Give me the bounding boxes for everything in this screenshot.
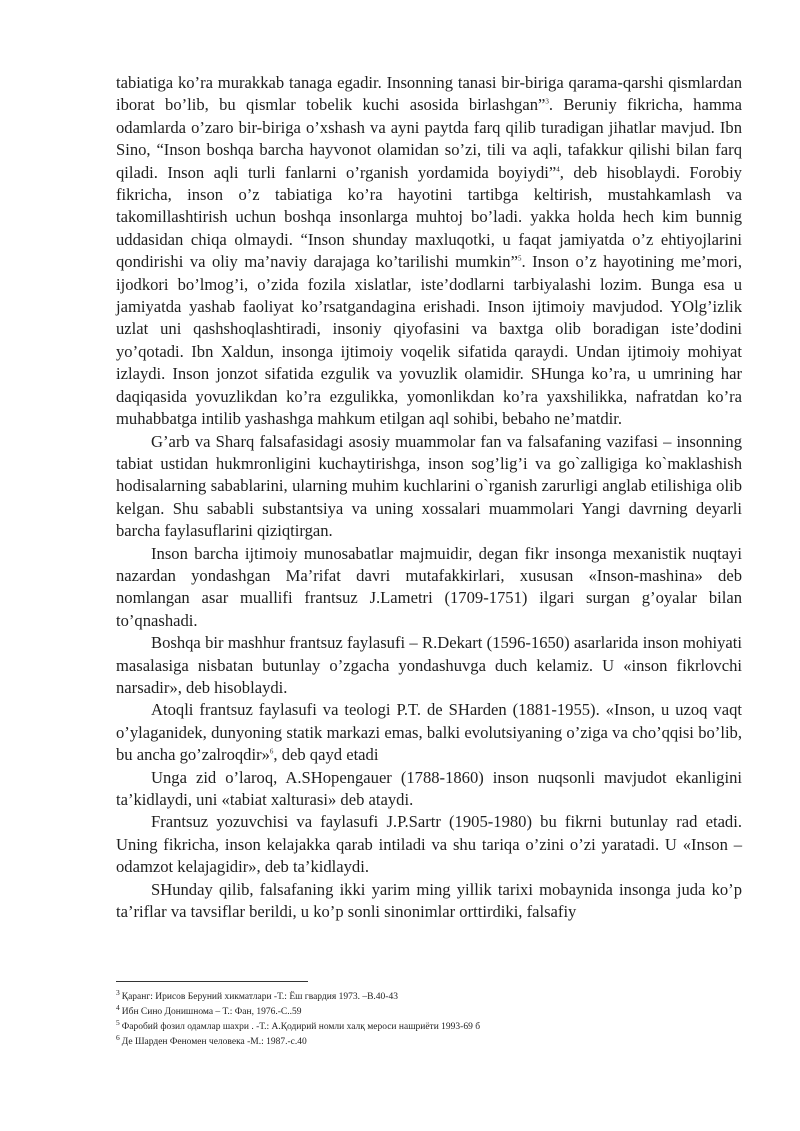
footnote-text: Қаранг: Ирисов Беруний хикматлари -Т.: Ёш гвардия 1973. –В.40-43 <box>121 992 398 1002</box>
paragraph-text: . Inson o’z hayotining me’mori, ijodkori bo’lmog’i, o’zida fozila xislatlar, iste’dodlarni tarbiyalashi lozim. Bunga esa u jamiyatda yashab faoliyat ko’rsatgandagina erishadi. Inson ijtimoiy mavjudod. YOlg’izlik uzlat uni qashshoqlashtiradi, insoniy qiyofasini va baxtga olib boradigan iste’dodini yo’qotadi. Ibn Xaldun, insonga ijtimoiy voqelik sifatida qaraydi. Undan ijtimoiy mohiyat izlaydi. Inson jonzot sifatida ezgulik va yovuzlik olamidir. SHunga ko’ra, u umrining har daqiqasida yovuzlikdan ko’ra ezgulikka, yomonlikdan ko’ra yaxshilikka, nafratdan ko’ra muhabbatga intilib yashashga mahkum etilgan aql sohibi, bebaho ne’matdir. <box>116 252 743 429</box>
footnote-number: 5 <box>116 1017 120 1027</box>
paragraph-text: tabiatiga ko’ra murakkab tanaga egadir. Insonning tanasi bir-biriga qarama-qarshi qismlardan iborat bo’lib, bu qismlar tobelik kuchi asosida birlashgan” <box>116 73 742 115</box>
paragraph-2: G’arb va Sharq falsafasidagi asosiy muammolar fan va falsafaning vazifasi – insonning tabiat ustidan hukmronligini kuchaytirishga, inson sog’lig’i va go`zalligiga ko`maklashish hodisalarning sabablarini, ularning muhim kuchlarini o`rganish zarurligi anglab etilishiga olib kelgan. Shu sababli substantsiya va uning xossalari muammolari Yangi davrning deyarli barcha faylasuflarini qiziqtirgan. <box>116 431 742 541</box>
paragraph-7: Frantsuz yozuvchisi va faylasufi J.P.Sartr (1905-1980) bu fikrni butunlay rad etadi. Uning fikricha, inson kelajakka qarab intiladi va shu tariqa o’zini o’zi yaratadi. U «Inson – odamzot kelajagidir», deb ta’kidlaydi. <box>116 812 742 877</box>
footnote-text: Ибн Сино Донишнома – Т.: Фан, 1976.-С..59 <box>121 1007 302 1017</box>
paragraph-3: Inson barcha ijtimoiy munosabatlar majmuidir, degan fikr insonga mexanistik nuqtayi nazardan yondashgan Ma’rifat davri mutafakkirlari, xususan «Inson-mashina» deb nomlangan asar muallifi frantsuz J.Lametri (1709-1751) ilgari surgan g’oyalar bilan to’qnashadi. <box>116 543 742 630</box>
paragraph-1 <box>116 72 742 431</box>
footnote-ref-5[interactable]: 5 <box>517 254 522 263</box>
footnote-number: 6 <box>116 1032 120 1042</box>
footnote-separator <box>116 981 308 982</box>
footnote-ref-3[interactable]: 3 <box>545 97 549 106</box>
paragraph-text: , deb hisoblaydi. Forobiy fikricha, inson o’z tabiatiga ko’ra hayotini tartibga keltirish, mustahkamlash va takomillashtirish uchun boshqa insonlarga muhtoj bo’ladi. yakka holda hech kim bunnig uddasidan chiqa olmaydi. “Inson shunday maxluqotki, u faqat jamiyatda o’z ehtiyojlarini qondirishi va oliy ma’naviy darajaga ko’tarilishi mumkin” <box>116 162 742 272</box>
paragraph-text: . Beruniy fikricha, hamma odamlarda o’zaro bir-biriga o’xshash va ayni paytda farq qilib turadigan jihatlar mavjud. Ibn Sino, “Inson boshqa barcha hayvonot olamidan so’zi, tili va aqli, tafakkur qilishi bilan farq qiladi. Inson aqli turli fanlarni o’rganish yordamida boyiydi” <box>116 95 743 182</box>
paragraph-text: , deb qayd etadi <box>273 745 379 765</box>
footnote-5 <box>116 1017 742 1035</box>
paragraph-4: Boshqa bir mashhur frantsuz faylasufi – R.Dekart (1596-1650) asarlarida inson mohiyati masalasiga nisbatan butunlay o’zgacha yondashuvga duch kelamiz. U «inson fikrlovchi narsadir», deb hisoblaydi. <box>116 633 742 697</box>
footnote-text: Фаробий фозил одамлар шахри . -Т.: А.Қодирий номли халқ мероси нашриёти 1993-69 б <box>121 1022 481 1032</box>
footnote-text: Де Шарден Феномен человека -М.: 1987.-с.40 <box>121 1037 307 1047</box>
paragraph-6: Unga zid o’laroq, A.SHopengauer (1788-1860) inson nuqsonli mavjudot ekanligini ta’kidlaydi, uni «tabiat xalturasi» deb ataydi. <box>116 767 742 809</box>
footnote-3 <box>116 987 742 1005</box>
footnote-ref-4[interactable]: 4 <box>556 165 560 174</box>
footnotes <box>116 987 742 1050</box>
paragraph-8: SHunday qilib, falsafaning ikki yarim ming yillik tarixi mobaynida insonga juda ko’p ta’riflar va tavsiflar berildi, u ko’p sonli sinonimlar orttirdiki, falsafiy <box>116 879 742 922</box>
paragraph-5 <box>116 699 742 766</box>
footnote-4 <box>116 1002 742 1020</box>
paragraph-text: Atoqli frantsuz faylasufi va teologi P.T. de SHarden (1881-1955). «Inson, u uzoq vaqt o’ylaganidek, dunyoning statik markazi emas, balki evolutsiyaning o’ziga va cho’qqisi bo’lib, bu ancha go’zalroqdir» <box>116 700 742 765</box>
footnote-number: 3 <box>116 987 120 997</box>
footnote-ref-6[interactable]: 6 <box>269 747 274 756</box>
page-body <box>116 72 742 923</box>
footnote-6 <box>116 1032 742 1050</box>
footnote-number: 4 <box>116 1002 120 1012</box>
